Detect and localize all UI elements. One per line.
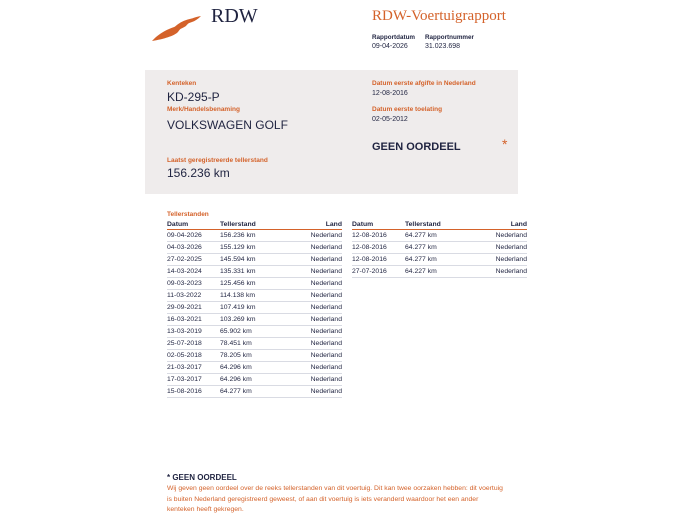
table-row [167,253,342,265]
table-row [352,241,527,253]
column-header-tellerstand: Tellerstand [405,221,465,230]
datum-cell: 25-07-2018 [167,337,220,349]
land-cell: Nederland [280,241,342,253]
merk-label: Merk/Handelsbenaming [167,106,240,113]
table-row [167,289,342,301]
table-row [352,230,527,242]
table-row [167,337,342,349]
land-cell: Nederland [280,301,342,313]
eerste-afgifte-label: Datum eerste afgifte in Nederland [372,80,476,87]
rdw-logo-icon [150,14,204,44]
table-row [167,301,342,313]
datum-cell: 02-05-2018 [167,349,220,361]
tellerstand-cell: 64.227 km [405,265,465,277]
tellerstanden-table-right [352,221,527,278]
land-cell: Nederland [465,230,527,242]
table-row [352,253,527,265]
tellerstand-cell: 64.277 km [405,230,465,242]
eerste-toelating-label: Datum eerste toelating [372,106,443,113]
tellerstand-label: Laatst geregistreerde tellerstand [167,157,268,164]
datum-cell: 04-03-2026 [167,241,220,253]
datum-cell: 09-04-2026 [167,230,220,242]
datum-cell: 15-08-2016 [167,385,220,397]
land-cell: Nederland [465,241,527,253]
tellerstand-cell: 114.138 km [220,289,280,301]
datum-cell: 12-08-2016 [352,241,405,253]
tellerstand-cell: 78.451 km [220,337,280,349]
land-cell: Nederland [280,313,342,325]
oordeel-asterisk: * [502,136,508,152]
land-cell: Nederland [280,373,342,385]
brand-name: RDW [211,5,258,27]
land-cell: Nederland [280,277,342,289]
table-row [167,325,342,337]
datum-cell: 14-03-2024 [167,265,220,277]
tellerstanden-title: Tellerstanden [167,211,209,218]
land-cell: Nederland [280,265,342,277]
tellerstand-cell: 64.296 km [220,373,280,385]
table-row [167,349,342,361]
tellerstand-cell: 78.205 km [220,349,280,361]
rapportdatum-value: 09-04-2026 [372,43,408,50]
column-header-datum: Datum [352,221,405,230]
datum-cell: 27-02-2025 [167,253,220,265]
rapportdatum-label: Rapportdatum [372,34,416,41]
tellerstand-cell: 64.277 km [405,241,465,253]
column-header-datum: Datum [167,221,220,230]
rapportnummer-value: 31.023.698 [425,43,461,50]
tellerstand-cell: 65.902 km [220,325,280,337]
tellerstand-cell: 64.296 km [220,361,280,373]
table-row [167,313,342,325]
land-cell: Nederland [280,230,342,242]
table-row [167,241,342,253]
datum-cell: 12-08-2016 [352,230,405,242]
land-cell: Nederland [280,289,342,301]
land-cell: Nederland [280,361,342,373]
datum-cell: 13-03-2019 [167,325,220,337]
tellerstand-cell: 135.331 km [220,265,280,277]
land-cell: Nederland [280,385,342,397]
tellerstand-cell: 64.277 km [405,253,465,265]
column-header-land: Land [465,221,527,230]
land-cell: Nederland [465,265,527,277]
eerste-toelating-value: 02-05-2012 [372,116,408,123]
tellerstanden-table-left [167,221,342,398]
land-cell: Nederland [465,253,527,265]
table-row [167,385,342,397]
tellerstand-cell: 125.456 km [220,277,280,289]
datum-cell: 11-03-2022 [167,289,220,301]
eerste-afgifte-value: 12-08-2016 [372,90,408,97]
table-row [167,230,342,242]
column-header-tellerstand: Tellerstand [220,221,280,230]
report-title: RDW-Voertuigrapport [372,8,506,24]
datum-cell: 21-03-2017 [167,361,220,373]
tellerstand-cell: 107.419 km [220,301,280,313]
tellerstand-cell: 103.269 km [220,313,280,325]
table-row [352,265,527,277]
tellerstand-cell: 145.594 km [220,253,280,265]
rapportnummer-label: Rapportnummer [425,34,474,41]
tellerstand-value: 156.236 km [167,166,230,180]
datum-cell: 17-03-2017 [167,373,220,385]
table-row [167,361,342,373]
land-cell: Nederland [280,253,342,265]
datum-cell: 29-09-2021 [167,301,220,313]
footnote-title: * GEEN OORDEEL [167,473,237,482]
land-cell: Nederland [280,325,342,337]
land-cell: Nederland [280,337,342,349]
tellerstand-cell: 64.277 km [220,385,280,397]
datum-cell: 27-07-2016 [352,265,405,277]
kenteken-label: Kenteken [167,80,197,87]
tellerstand-cell: 156.236 km [220,230,280,242]
datum-cell: 12-08-2016 [352,253,405,265]
tellerstand-cell: 155.129 km [220,241,280,253]
table-row [167,265,342,277]
merk-value: VOLKSWAGEN GOLF [167,118,288,132]
footnote-text: Wij geven geen oordeel over de reeks tellerstanden van dit voertuig. Dit kan twee oorzaken hebben: dit voertuig is buiten Nederland geregistreerd geweest, of aan dit voertuig is iets veranderd waardoor het een ander kenteken heeft gekregen. [167,485,503,513]
datum-cell: 16-03-2021 [167,313,220,325]
table-row [167,277,342,289]
datum-cell: 09-03-2023 [167,277,220,289]
table-row [167,373,342,385]
oordeel-status: GEEN OORDEEL [372,141,461,153]
column-header-land: Land [280,221,342,230]
land-cell: Nederland [280,349,342,361]
kenteken-value: KD-295-P [167,90,220,104]
